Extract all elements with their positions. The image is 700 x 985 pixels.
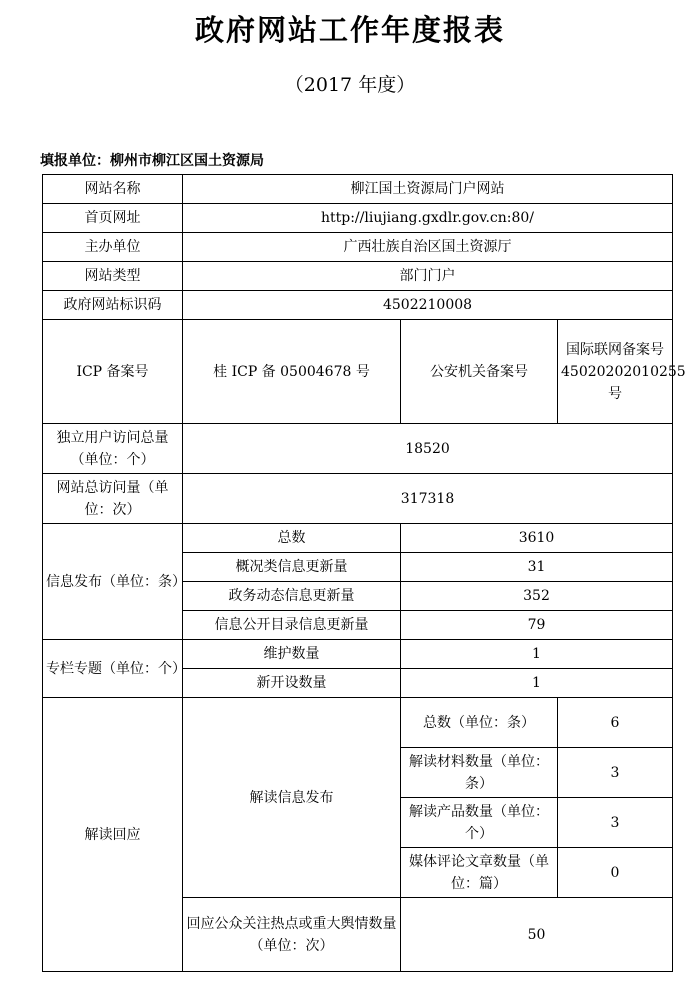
interp-row-value: 3 [558,798,673,848]
table-row [43,320,673,424]
columns-row-label: 新开设数量 [183,669,401,698]
homepage-label: 首页网址 [43,204,183,233]
info-row-label: 总数 [183,524,401,553]
interp-row-label: 解读材料数量（单位：条） [401,748,558,798]
info-row-value: 352 [401,582,673,611]
response-value: 50 [401,898,673,972]
interp-row-value: 0 [558,848,673,898]
table-row [43,291,673,320]
table-row [43,175,673,204]
internet-record-label: 国际联网备案号 [566,341,665,358]
site-id-label: 政府网站标识码 [43,291,183,320]
info-publish-label: 信息发布（单位：条） [43,524,183,640]
interpretation-publish-label: 解读信息发布 [183,698,401,898]
interp-row-label: 总数（单位：条） [401,698,558,748]
site-id-value: 4502210008 [183,291,673,320]
report-year: （2017 年度） [284,74,416,96]
police-record-label: 公安机关备案号 [401,320,558,424]
internet-record-cell [558,320,686,424]
icp-value: 桂 ICP 备 05004678 号 [183,320,401,424]
interp-row-label: 媒体评论文章数量（单位：篇） [401,848,558,898]
unique-visitors-value: 18520 [183,424,673,474]
sponsor-value: 广西壮族自治区国土资源厅 [183,233,673,262]
columns-row-label: 维护数量 [183,640,401,669]
info-row-value: 3610 [401,524,673,553]
table-row [43,204,673,233]
table-row [43,524,673,553]
total-visits-label: 网站总访问量（单位：次） [43,474,183,524]
site-name-value: 柳江国土资源局门户网站 [183,175,673,204]
info-row-value: 31 [401,553,673,582]
site-name-label: 网站名称 [43,175,183,204]
columns-label: 专栏专题（单位：个） [43,640,183,698]
interp-row-value: 6 [558,698,673,748]
page-title: 政府网站工作年度报表 [194,13,505,47]
info-row-label: 概况类信息更新量 [183,553,401,582]
site-type-label: 网站类型 [43,262,183,291]
info-row-label: 信息公开目录信息更新量 [183,611,401,640]
unique-visitors-label: 独立用户访问总量（单位：个） [43,424,183,474]
site-type-value: 部门门户 [183,262,673,291]
homepage-url: http://liujiang.gxdlr.gov.cn:80/ [183,204,673,233]
interp-row-value: 3 [558,748,673,798]
columns-row-value: 1 [401,640,673,669]
columns-row-value: 1 [401,669,673,698]
interpretation-label: 解读回应 [43,698,183,972]
sponsor-label: 主办单位 [43,233,183,262]
table-row [43,698,673,748]
table-row [43,474,673,524]
icp-label: ICP 备案号 [43,320,183,424]
filling-unit: 填报单位：柳州市柳江区国土资源局 [40,153,264,169]
table-row [43,424,673,474]
total-visits-value: 317318 [183,474,673,524]
response-label: 回应公众关注热点或重大舆情数量（单位：次） [183,898,401,972]
interp-row-label: 解读产品数量（单位：个） [401,798,558,848]
report-table [42,174,686,972]
info-row-value: 79 [401,611,673,640]
info-row-label: 政务动态信息更新量 [183,582,401,611]
table-row [43,640,673,669]
internet-record-value: 45020202010255 号 [561,363,686,402]
table-row [43,233,673,262]
table-row [43,262,673,291]
